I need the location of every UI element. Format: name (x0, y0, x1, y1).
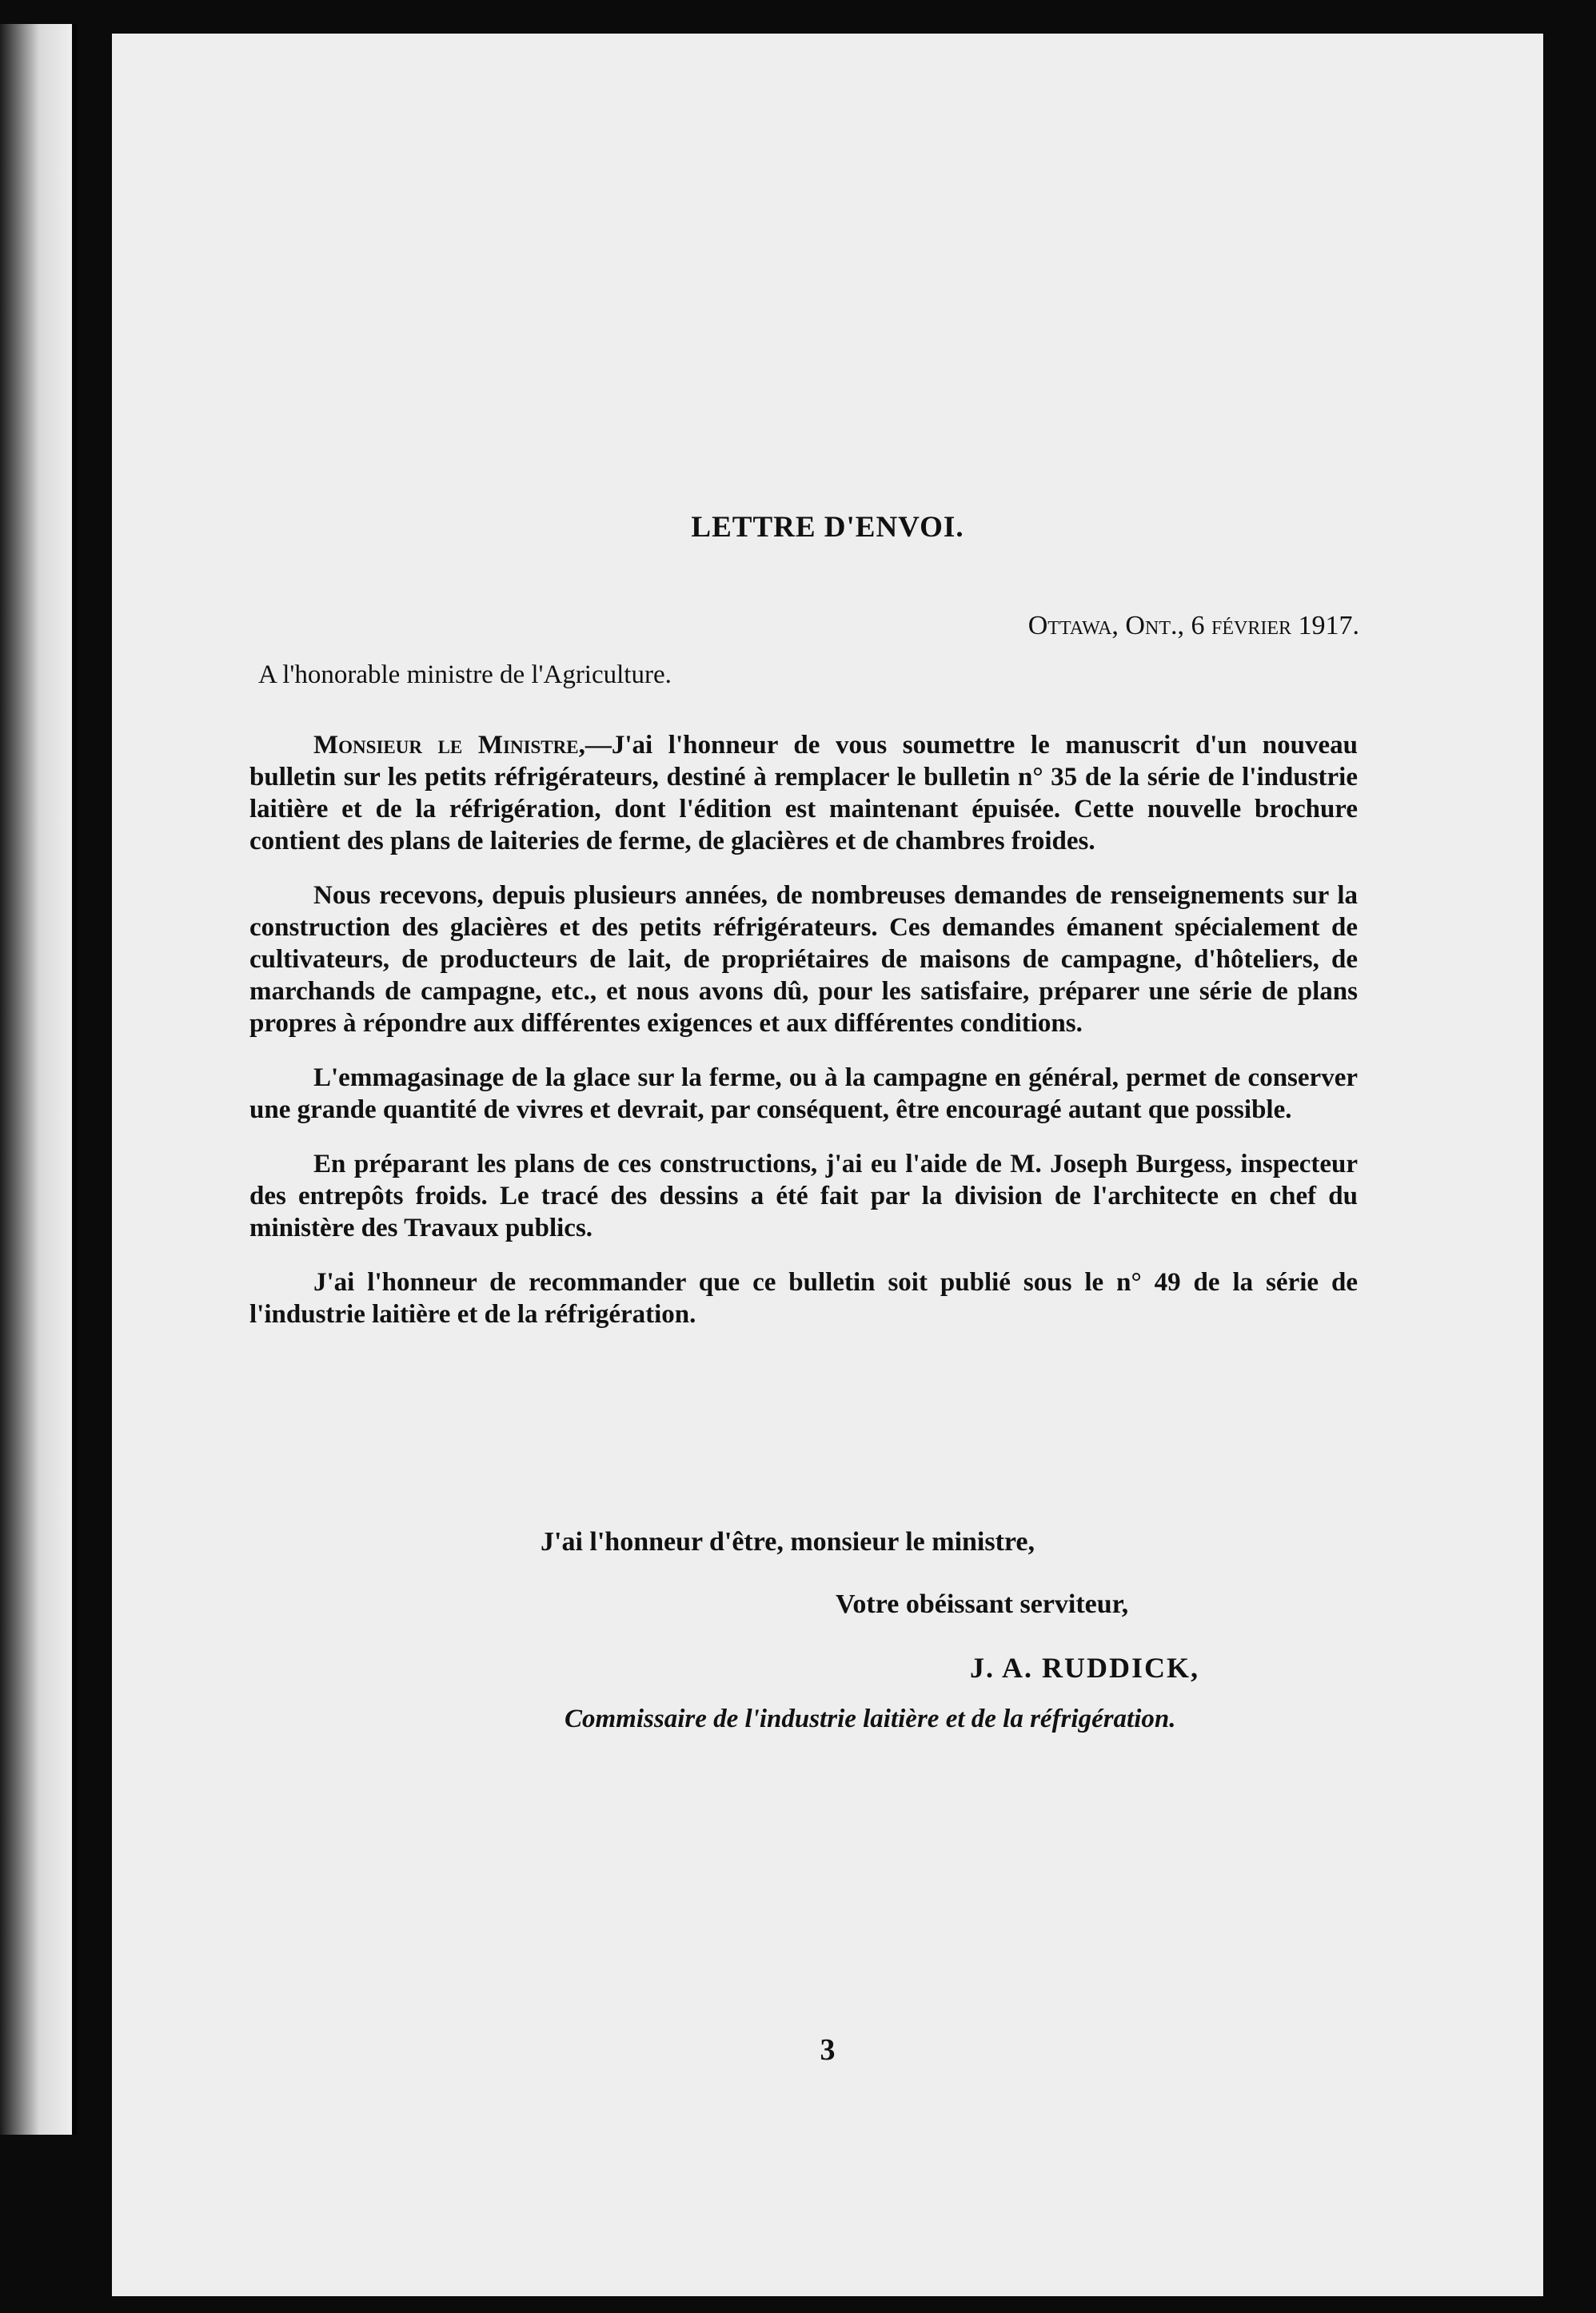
paragraph-1-text: —J'ai l'honneur de vous soumettre le manuscrit d'un nouveau bulletin sur les petits réfrigérateurs, destiné à remplacer le bulletin n° 35 de la série de l'industrie laitière et de la réfrigération, dont l'édition est maintenant épuisée. Cette nouvelle brochure contient des plans de laiteries de ferme, de glacières et de chambres froides. (249, 731, 1358, 855)
paragraph-3: L'emmagasinage de la glace sur la ferme, ou à la campagne en général, permet de conserver une grande quantité de vivres et devrait, par conséquent, être encouragé autant que possible. (249, 1063, 1358, 1124)
document-page (112, 34, 1543, 2296)
adjacent-page-edge (0, 24, 77, 2135)
paragraph-1 (249, 729, 1358, 857)
paragraph-2: Nous recevons, depuis plusieurs années, de nombreuses demandes de renseignements sur la construction des glacières et des petits réfrigérateurs. Ces demandes émanent spécialement de cultivateurs, de producteurs de lait, de propriétaires de maisons de campagne, d'hôteliers, de marchands de campagne, etc., et nous avons dû, pour les satisfaire, préparer une série de plans propres à répondre aux différentes exigences et aux différentes conditions. (249, 881, 1358, 1038)
paragraph-4: En préparant les plans de ces constructions, j'ai eu l'aide de M. Joseph Burgess, inspecteur des entrepôts froids. Le tracé des dessins a été fait par la division de l'architecte en chef du ministère des Travaux publics. (249, 1150, 1358, 1242)
page-number: 3 (820, 2033, 836, 2067)
letter-title: LETTRE D'ENVOI. (691, 511, 964, 544)
signer-name: J. A. RUDDICK, (970, 1652, 1200, 1684)
closing-line-2: Votre obéissant serviteur, (836, 1589, 1129, 1619)
signer-title: Commissaire de l'industrie laitière et de la réfrigération. (565, 1705, 1176, 1733)
salutation: Monsieur le Ministre, (313, 731, 585, 760)
dateline: Ottawa, Ont., 6 février 1917. (1027, 611, 1359, 640)
paragraph-5: J'ai l'honneur de recommander que ce bulletin soit publié sous le n° 49 de la série de l'industrie laitière et de la réfrigération. (249, 1268, 1358, 1329)
addressee: A l'honorable ministre de l'Agriculture. (258, 660, 672, 689)
closing-line-1: J'ai l'honneur d'être, monsieur le ministre, (541, 1527, 1035, 1557)
letter-body (249, 729, 1358, 1353)
